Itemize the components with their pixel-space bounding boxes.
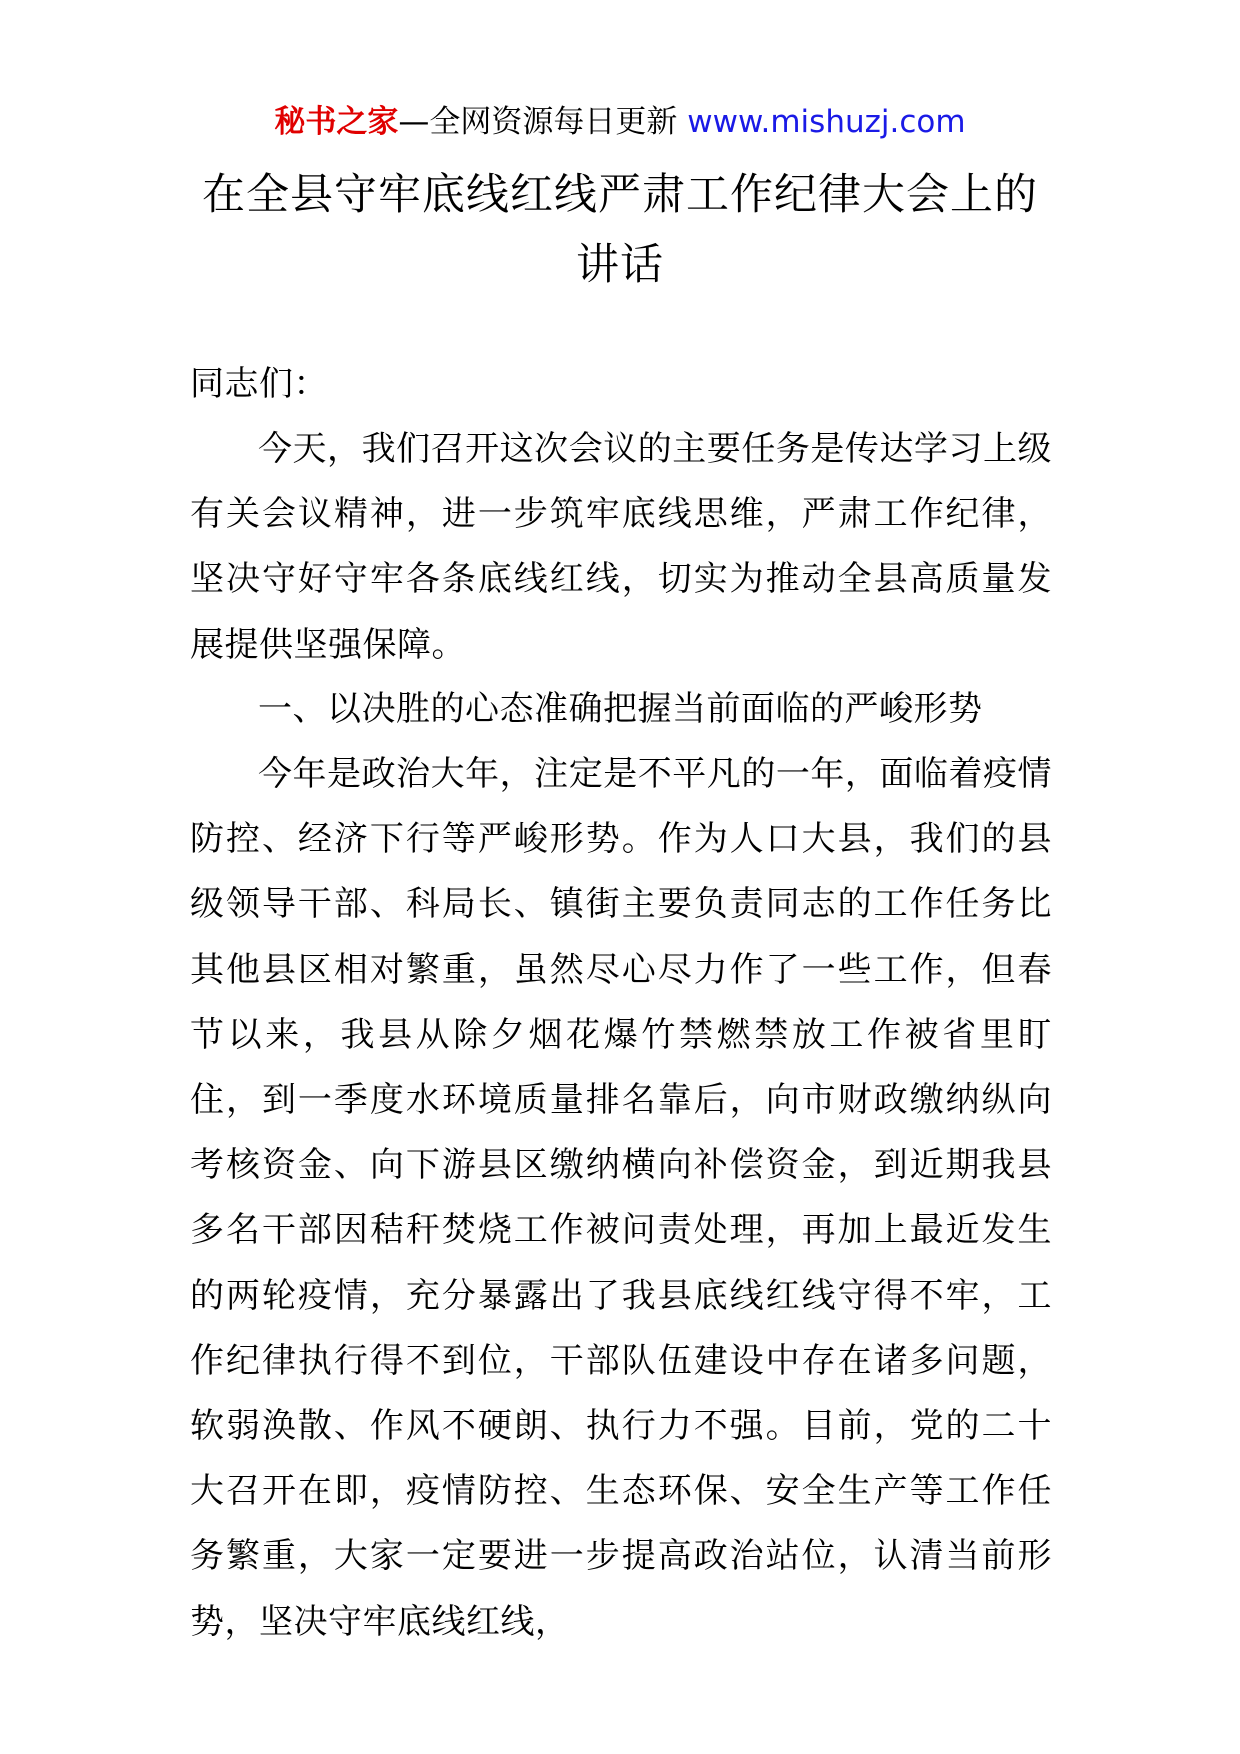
paragraph-intro-text: 今天，我们召开这次会议的主要任务是传达学习上级有关会议精神，进一步筑牢底线思维，严肃工作纪律，坚决守好守牢各条底线红线，切实为推动全县高质量发展提供坚强保障。	[190, 429, 1052, 665]
paragraph-section-one	[190, 742, 1052, 1655]
section-heading-one: 一、以决胜的心态准确把握当前面临的严峻形势	[258, 689, 983, 729]
document-title: 在全县守牢底线红线严肃工作纪律大会上的讲话	[202, 170, 1038, 290]
site-banner	[0, 100, 1240, 144]
paragraph-intro	[190, 417, 1052, 678]
paragraph-section-one-text: 今年是政治大年，注定是不平凡的一年，面临着疫情防控、经济下行等严峻形势。作为人口大县，我们的县级领导干部、科局长、镇街主要负责同志的工作任务比其他县区相对繁重，虽然尽心尽力作了一些工作，但春节以来，我县从除夕烟花爆竹禁燃禁放工作被省里盯住，到一季度水环境质量排名靠后，向市财政缴纳纵向考核资金、向下游县区缴纳横向补偿资金，到近期我县多名干部因秸秆焚烧工作被问责处理，再加上最近发生的两轮疫情，充分暴露出了我县底线红线守得不牢，工作纪律执行得不到位，干部队伍建设中存在诸多问题，软弱涣散、作风不硬朗、执行力不强。目前，党的二十大召开在即，疫情防控、生态环保、安全生产等工作任务繁重，大家一定要进一步提高政治站位，认清当前形势，坚决守牢底线红线，	[190, 754, 1052, 1642]
banner-tagline: —全网资源每日更新	[398, 104, 688, 140]
salutation: 同志们：	[190, 364, 328, 404]
site-url-link[interactable]: www.mishuzj.com	[687, 104, 966, 140]
brand-name: 秘书之家	[274, 104, 399, 140]
